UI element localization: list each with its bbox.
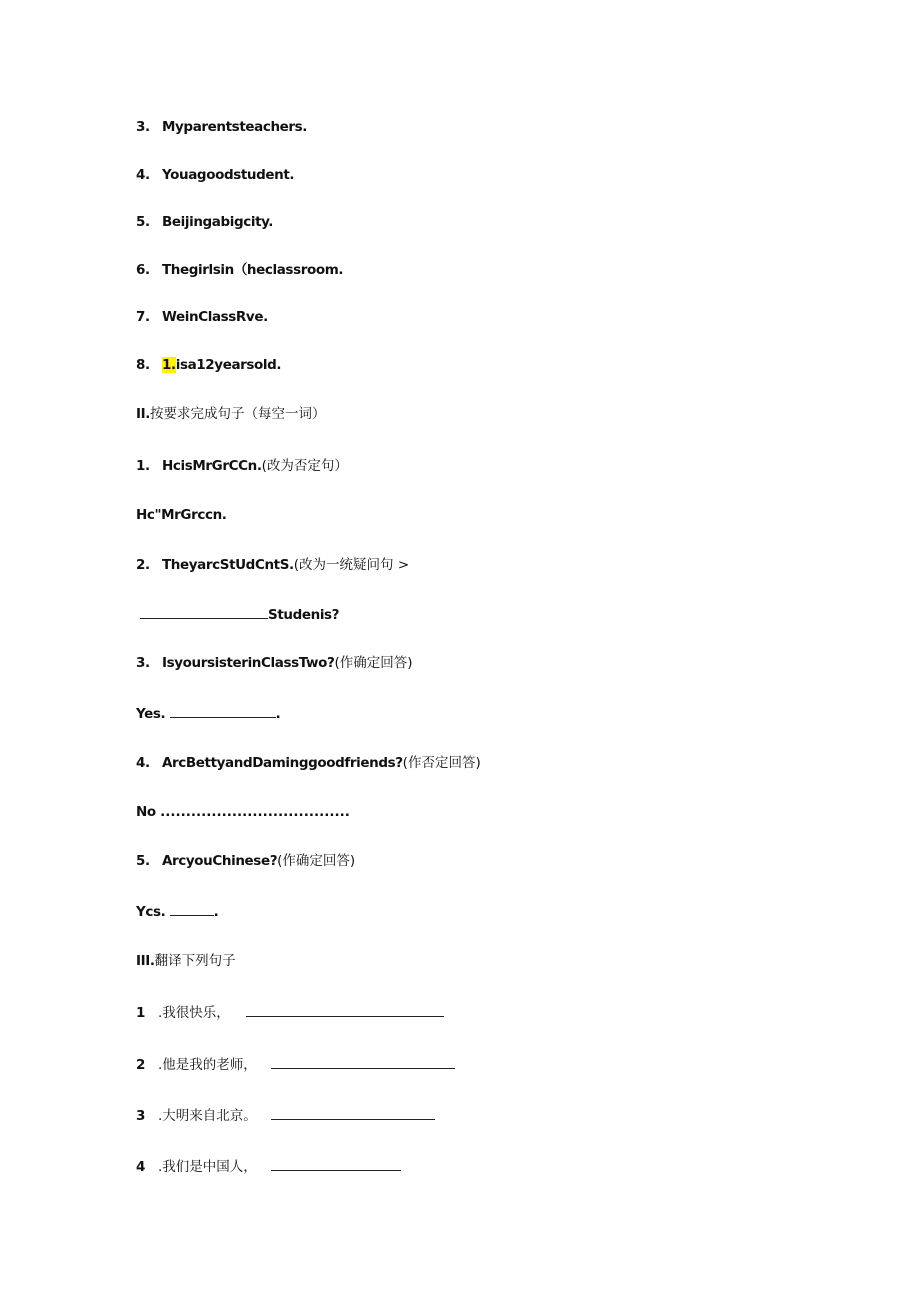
item-number: 2 [136, 1057, 145, 1073]
section-heading-3 [136, 952, 236, 970]
item-number: 4. [136, 167, 150, 183]
question-text: ArcBettyandDaminggoodfriends? [162, 755, 403, 771]
answer-blank[interactable] [170, 902, 214, 916]
item-number: 4 [136, 1159, 145, 1175]
item-number: 7. [136, 309, 150, 325]
answer-blank[interactable] [170, 704, 276, 718]
item-text: .他是我的老师， [158, 1057, 257, 1073]
item-number: 1. [136, 458, 150, 474]
translation-blank[interactable] [271, 1055, 455, 1069]
answer-suffix: Studenis? [268, 607, 340, 623]
translation-blank[interactable] [246, 1003, 444, 1017]
translation-item-4 [136, 1157, 401, 1176]
item-text: Thegirlsin（heclassroom. [162, 262, 344, 278]
instruction-text: (作否定回答) [402, 755, 481, 771]
item-number: 5. [136, 853, 150, 869]
answer-prefix: Ycs. [136, 904, 166, 920]
answer-3 [136, 704, 280, 723]
answer-1 [136, 506, 227, 524]
item-text: WeinClassRve. [162, 309, 268, 325]
item-text: Myparentsteachers. [162, 119, 308, 135]
question-3 [136, 654, 412, 672]
item-number: 1 [136, 1005, 145, 1021]
item-text: .我们是中国人， [158, 1159, 257, 1175]
item-number: 5. [136, 214, 150, 230]
answer-5 [136, 902, 218, 921]
item-text: .我很快乐， [158, 1005, 230, 1021]
instruction-text: (改为否定句） [261, 458, 348, 474]
item-text: isa12yearsold. [175, 357, 282, 373]
answer-prefix: No [136, 804, 156, 820]
item-number: 6. [136, 262, 150, 278]
exercise-item-6 [136, 261, 343, 279]
translation-item-3 [136, 1106, 435, 1125]
question-5 [136, 852, 355, 870]
question-text: ArcyouChinese? [162, 853, 278, 869]
item-number: 3 [136, 1108, 145, 1124]
answer-text: Hc"MrGrccn. [136, 507, 227, 523]
question-2 [136, 556, 409, 574]
item-text: Beijingabigcity. [162, 214, 274, 230]
exercise-item-5 [136, 213, 273, 231]
answer-suffix: . [275, 706, 281, 722]
highlighted-text: 1. [162, 357, 176, 373]
question-4 [136, 754, 481, 772]
section-numeral: II. [136, 406, 150, 422]
answer-blank[interactable] [140, 605, 268, 619]
item-text: Youagoodstudent. [162, 167, 295, 183]
instruction-text: (改为一统疑问句 > [293, 557, 410, 573]
answer-prefix: Yes. [136, 706, 166, 722]
answer-2 [136, 605, 339, 624]
question-1 [136, 457, 348, 475]
section-title: 按要求完成句子（每空一词） [149, 406, 326, 422]
exercise-item-8 [136, 356, 281, 374]
answer-suffix: . [213, 904, 219, 920]
item-number: 8. [136, 357, 150, 373]
instruction-text: (作确定回答) [334, 655, 413, 671]
exercise-item-7 [136, 308, 268, 326]
instruction-text: (作确定回答) [277, 853, 356, 869]
question-text: HcisMrGrCCn. [162, 458, 262, 474]
translation-blank[interactable] [271, 1157, 401, 1171]
item-number: 3. [136, 655, 150, 671]
section-numeral: III. [136, 953, 155, 969]
section-title: 翻译下列句子 [154, 953, 236, 969]
item-number: 4. [136, 755, 150, 771]
question-text: IsyoursisterinClassTwo? [162, 655, 335, 671]
item-text: .大明来自北京。 [158, 1108, 257, 1124]
answer-4 [136, 803, 350, 821]
item-number: 2. [136, 557, 150, 573]
exercise-item-3 [136, 118, 307, 136]
translation-item-2 [136, 1055, 455, 1074]
answer-dots[interactable]: ..................................... [160, 804, 350, 820]
translation-item-1 [136, 1003, 444, 1022]
exercise-item-4 [136, 166, 294, 184]
translation-blank[interactable] [271, 1106, 435, 1120]
item-number: 3. [136, 119, 150, 135]
question-text: TheyarcStUdCntS. [162, 557, 294, 573]
section-heading-2 [136, 405, 325, 423]
